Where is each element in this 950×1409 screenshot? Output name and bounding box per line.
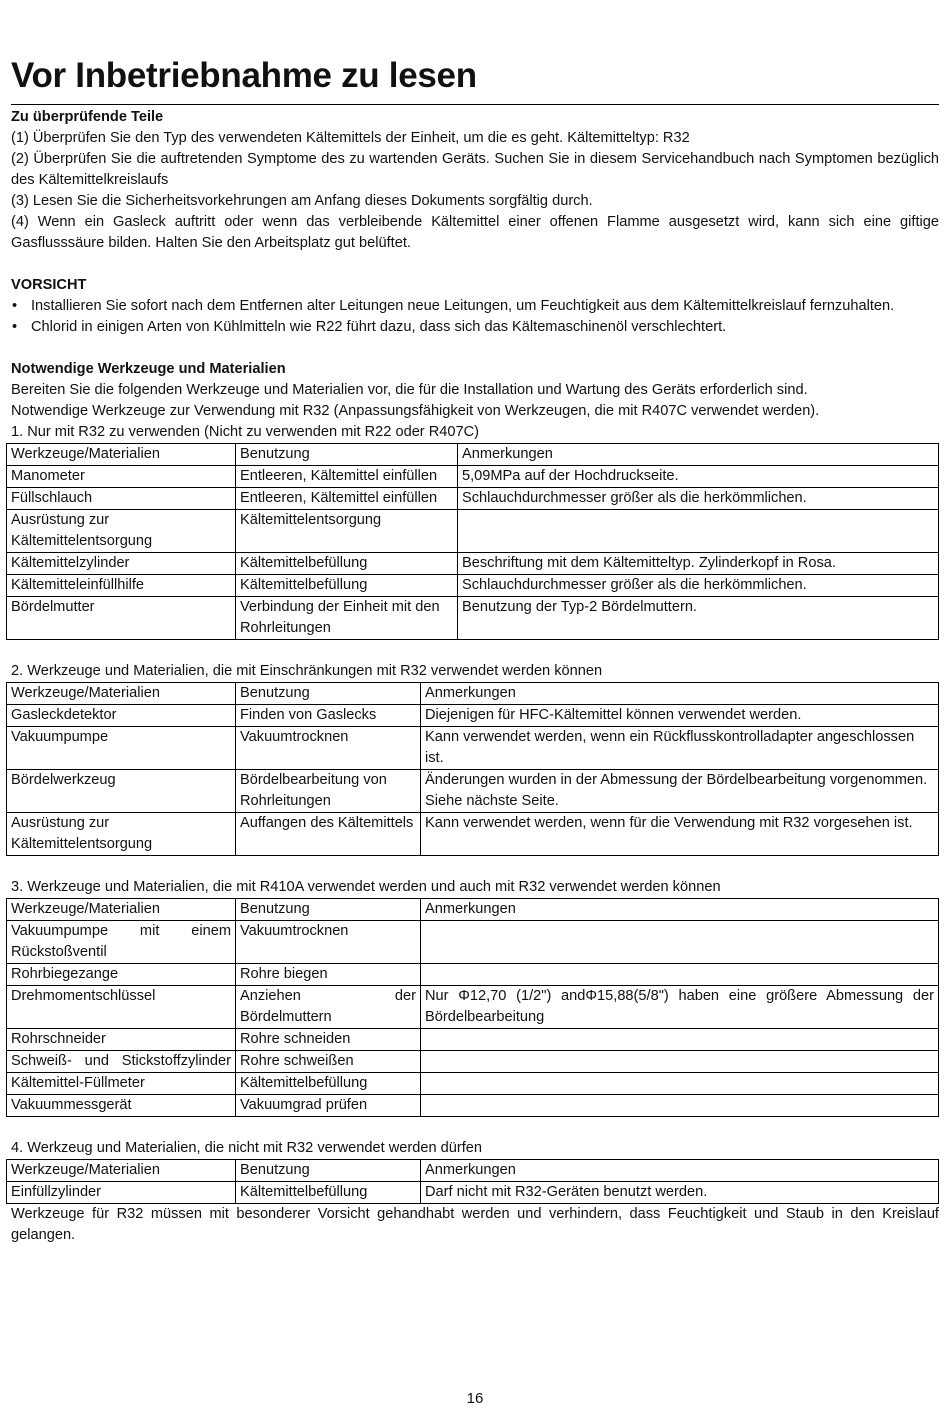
page-number: 16 [466, 1390, 484, 1407]
cell: Vakuumtrocknen [236, 921, 421, 964]
cell: Kältemittelentsorgung [236, 510, 458, 553]
col-header-tools: Werkzeuge/Materialien [7, 683, 236, 705]
cell: Diejenigen für HFC-Kältemittel können verwendet werden. [421, 705, 939, 727]
closing-note: Werkzeuge für R32 müssen mit besonderer Vorsicht gehandhabt werden und verhindern, dass Feuchtigkeit und Staub in den Kreislauf gelangen. [11, 1206, 939, 1243]
table-r32-only [6, 443, 939, 640]
cell: Kältemittelbefüllung [236, 575, 458, 597]
col-header-notes: Anmerkungen [421, 1160, 939, 1182]
table-header-row [7, 444, 939, 466]
cell: Kann verwendet werden, wenn ein Rückflusskontrolladapter angeschlossen ist. [421, 727, 939, 770]
table4-title: 4. Werkzeug und Materialien, die nicht mit R32 verwendet werden dürfen [11, 1140, 483, 1156]
cell [421, 1029, 939, 1051]
cell: Benutzung der Typ-2 Bördelmuttern. [458, 597, 939, 640]
cell: Verbindung der Einheit mit den Rohrleitungen [236, 597, 458, 640]
cell: Entleeren, Kältemittel einfüllen [236, 466, 458, 488]
cell: Nur Φ12,70 (1/2") andΦ15,88(5/8") haben eine größere Abmessung der Bördelbearbeitung [421, 986, 939, 1029]
cell: Rohrbiegezange [7, 964, 236, 986]
cell: Vakuumgrad prüfen [236, 1095, 421, 1117]
cell: 5,09MPa auf der Hochdruckseite. [458, 466, 939, 488]
cell: Ausrüstung zur Kältemittelentsorgung [7, 510, 236, 553]
col-header-notes: Anmerkungen [421, 899, 939, 921]
cell: Vakuumpumpe [7, 727, 236, 770]
check-item-1: (1) Überprüfen Sie den Typ des verwendeten Kältemittels der Einheit, um die es geht. Kältemitteltyp: R32 [11, 130, 690, 146]
table-header-row [7, 1160, 939, 1182]
page-title: Vor Inbetriebnahme zu lesen [11, 56, 477, 95]
cell: Kältemittelbefüllung [236, 553, 458, 575]
cell: Schlauchdurchmesser größer als die herkömmlichen. [458, 488, 939, 510]
col-header-notes: Anmerkungen [421, 683, 939, 705]
cell [458, 510, 939, 553]
cell: Schlauchdurchmesser größer als die herkömmlichen. [458, 575, 939, 597]
table-row [7, 1073, 939, 1095]
caution-heading: VORSICHT [11, 277, 87, 293]
cell: Einfüllzylinder [7, 1182, 236, 1204]
cell: Vakuummessgerät [7, 1095, 236, 1117]
table-r410a-compatible [6, 898, 939, 1117]
cell: Finden von Gaslecks [236, 705, 421, 727]
cell: Bördelwerkzeug [7, 770, 236, 813]
table1-title: 1. Nur mit R32 zu verwenden (Nicht zu verwenden mit R22 oder R407C) [11, 424, 480, 440]
tools-intro-1: Bereiten Sie die folgenden Werkzeuge und Materialien vor, die für die Installation und Wartung des Geräts erforderlich sind. [11, 382, 808, 398]
cell: Rohre biegen [236, 964, 421, 986]
table-row [7, 727, 939, 770]
caution-list [11, 296, 939, 338]
cell [421, 921, 939, 964]
cell: Vakuumtrocknen [236, 727, 421, 770]
col-header-tools: Werkzeuge/Materialien [7, 444, 236, 466]
cell [421, 1051, 939, 1073]
tools-heading: Notwendige Werkzeuge und Materialien [11, 361, 286, 377]
cell: Füllschlauch [7, 488, 236, 510]
cell: Drehmomentschlüssel [7, 986, 236, 1029]
cell: Beschriftung mit dem Kältemitteltyp. Zylinderkopf in Rosa. [458, 553, 939, 575]
cell: Rohre schneiden [236, 1029, 421, 1051]
table3-title: 3. Werkzeuge und Materialien, die mit R410A verwendet werden und auch mit R32 verwendet werden können [11, 879, 721, 895]
col-header-usage: Benutzung [236, 1160, 421, 1182]
cell: Schweiß- und Stickstoffzylinder [7, 1051, 236, 1073]
cell: Rohrschneider [7, 1029, 236, 1051]
table-row [7, 1029, 939, 1051]
table-row [7, 466, 939, 488]
cell: Gasleckdetektor [7, 705, 236, 727]
cell: Bördelmutter [7, 597, 236, 640]
cell: Kältemittelbefüllung [236, 1182, 421, 1204]
table-row [7, 705, 939, 727]
col-header-usage: Benutzung [236, 683, 421, 705]
title-rule [11, 104, 939, 105]
cell: Entleeren, Kältemittel einfüllen [236, 488, 458, 510]
cell: Kältemittelbefüllung [236, 1073, 421, 1095]
table-row [7, 597, 939, 640]
table-row [7, 964, 939, 986]
cell: Änderungen wurden in der Abmessung der Bördelbearbeitung vorgenommen. Siehe nächste Seite. [421, 770, 939, 813]
table-row [7, 553, 939, 575]
tools-intro-2: Notwendige Werkzeuge zur Verwendung mit R32 (Anpassungsfähigkeit von Werkzeugen, die mit R407C verwendet werden). [11, 403, 820, 419]
cell: Kältemitteleinfüllhilfe [7, 575, 236, 597]
cell: Kann verwendet werden, wenn für die Verwendung mit R32 vorgesehen ist. [421, 813, 939, 856]
table-row [7, 575, 939, 597]
table-row [7, 1182, 939, 1204]
table-row [7, 986, 939, 1029]
table-r32-forbidden [6, 1159, 939, 1204]
table-row [7, 1051, 939, 1073]
content [11, 107, 939, 1246]
table-row [7, 510, 939, 553]
check-heading: Zu überprüfende Teile [11, 109, 164, 125]
cell: Manometer [7, 466, 236, 488]
cell: Anziehen der Bördelmuttern [236, 986, 421, 1029]
cell [421, 1073, 939, 1095]
check-item-2: (2) Überprüfen Sie die auftretenden Symptome des zu wartenden Geräts. Suchen Sie in diesem Servicehandbuch nach Symptomen bezüglich des Kältemittelkreislaufs [11, 151, 939, 188]
caution-bullet-1: • Installieren Sie sofort nach dem Entfernen alter Leitungen neue Leitungen, um Feuchtigkeit aus dem Kältemittelkreislauf fernzuhalten. [11, 296, 939, 317]
table-row [7, 813, 939, 856]
col-header-usage: Benutzung [236, 444, 458, 466]
col-header-notes: Anmerkungen [458, 444, 939, 466]
col-header-tools: Werkzeuge/Materialien [7, 899, 236, 921]
table-header-row [7, 899, 939, 921]
cell: Rohre schweißen [236, 1051, 421, 1073]
table2-title: 2. Werkzeuge und Materialien, die mit Einschränkungen mit R32 verwendet werden können [11, 663, 603, 679]
table-row [7, 770, 939, 813]
cell: Bördelbearbeitung von Rohrleitungen [236, 770, 421, 813]
cell [421, 964, 939, 986]
cell: Vakuumpumpe mit einem Rückstoßventil [7, 921, 236, 964]
check-item-4: (4) Wenn ein Gasleck auftritt oder wenn das verbleibende Kältemittel einer offenen Flamme ausgesetzt wird, kann sich eine giftige Gasflusssäure bilden. Halten Sie den Arbeitsplatz gut belüftet. [11, 214, 939, 251]
cell [421, 1095, 939, 1117]
table-header-row [7, 683, 939, 705]
table-r32-restricted [6, 682, 939, 856]
table-row [7, 921, 939, 964]
caution-bullet-2: • Chlorid in einigen Arten von Kühlmitteln wie R22 führt dazu, dass sich das Kältemaschinenöl verschlechtert. [11, 317, 939, 338]
table-row [7, 488, 939, 510]
cell: Kältemittelzylinder [7, 553, 236, 575]
col-header-tools: Werkzeuge/Materialien [7, 1160, 236, 1182]
cell: Auffangen des Kältemittels [236, 813, 421, 856]
cell: Darf nicht mit R32-Geräten benutzt werden. [421, 1182, 939, 1204]
cell: Ausrüstung zur Kältemittelentsorgung [7, 813, 236, 856]
col-header-usage: Benutzung [236, 899, 421, 921]
table-row [7, 1095, 939, 1117]
cell: Kältemittel-Füllmeter [7, 1073, 236, 1095]
check-item-3: (3) Lesen Sie die Sicherheitsvorkehrungen am Anfang dieses Dokuments sorgfältig durch. [11, 193, 593, 209]
